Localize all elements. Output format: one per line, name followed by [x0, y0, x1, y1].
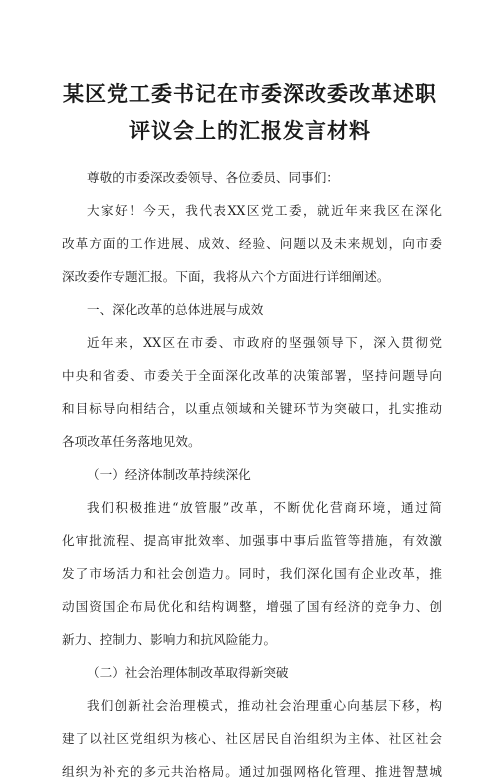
paragraph-line: 深改委作专题汇报。下面，我将从六个方面进行详细阐述。	[62, 269, 390, 284]
paragraph-line: 改革方面的工作进展、成效、经验、问题以及未来规划，向市委	[62, 236, 442, 251]
paragraph-line: 我们创新社会治理模式，推动社会治理重心向基层下移，构	[87, 698, 442, 713]
document-title-line-2: 评议会上的汇报发言材料	[129, 119, 371, 143]
paragraph-line: 各项改革任务落地见效。	[62, 434, 201, 449]
paragraph-line: 大家好！今天，我代表XX区党工委，就近年来我区在深化	[87, 203, 442, 218]
section-heading: 一、深化改革的总体进展与成效	[87, 302, 264, 317]
subsection-heading: （一）经济体制改革持续深化	[87, 467, 251, 482]
paragraph-line: 近年来，XX区在市委、市政府的坚强领导下，深入贯彻党	[87, 335, 442, 350]
paragraph-line: 我们积极推进“放管服”改革，不断优化营商环境，通过简	[87, 500, 442, 515]
paragraph-line: 发了市场活力和社会创造力。同时，我们深化国有企业改革，推	[62, 566, 442, 581]
subsection-heading: （二）社会治理体制改革取得新突破	[87, 665, 289, 680]
paragraph-line: 和目标导向相结合，以重点领域和关键环节为突破口，扎实推动	[62, 401, 442, 416]
document-title-line-1: 某区党工委书记在市委深改委改革述职	[63, 82, 437, 106]
salutation: 尊敬的市委深改委领导、各位委员、同事们：	[87, 170, 339, 185]
paragraph-line: 中央和省委、市委关于全面深化改革的决策部署，坚持问题导向	[62, 368, 442, 383]
paragraph-line: 化审批流程、提高审批效率、加强事中事后监管等措施，有效激	[62, 533, 442, 548]
paragraph-line: 建了以社区党组织为核心、社区居民自治组织为主体、社区社会	[62, 731, 442, 746]
paragraph-line: 组织为补充的多元共治格局。通过加强网格化管理、推进智慧城	[62, 764, 442, 779]
paragraph-line: 动国资国企布局优化和结构调整，增强了国有经济的竞争力、创	[62, 599, 442, 614]
paragraph-line: 新力、控制力、影响力和抗风险能力。	[62, 632, 277, 647]
